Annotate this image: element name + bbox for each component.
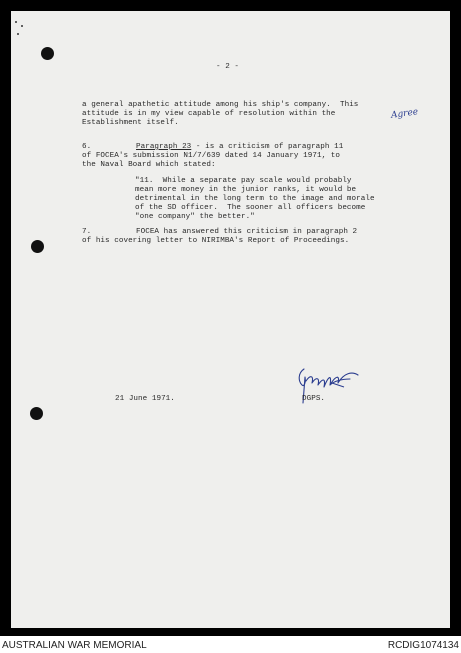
- quote-line: "11. While a separate pay scale would probably: [135, 177, 352, 185]
- speck: [21, 25, 23, 27]
- paragraph-reference: Paragraph 23: [136, 143, 192, 151]
- archive-id: RCDIG1074134: [387, 640, 459, 651]
- punch-hole: [30, 407, 43, 420]
- speck: [15, 21, 17, 23]
- archive-name: AUSTRALIAN WAR MEMORIAL: [2, 640, 147, 651]
- section-number: 7.: [82, 228, 92, 236]
- quote-line: detrimental in the long term to the image and morale: [135, 195, 375, 203]
- punch-hole: [41, 47, 54, 60]
- quote-line: "one company" the better.": [135, 213, 255, 221]
- punch-hole: [31, 240, 44, 253]
- page-number: - 2 -: [216, 63, 240, 71]
- archive-footer: [0, 636, 461, 653]
- section-line: of his covering letter to NIRIMBA's Report of Proceedings.: [82, 237, 350, 245]
- quote-line: of the SD officer. The sooner all officers become: [135, 204, 366, 212]
- signatory: DGPS.: [302, 395, 326, 403]
- paragraph-line: Establishment itself.: [82, 119, 179, 127]
- margin-note: Agree: [390, 107, 419, 121]
- section-line: of FOCEA's submission N1/7/639 dated 14 January 1971, to: [82, 152, 340, 160]
- section-number: 6.: [82, 143, 92, 151]
- section-line: the Naval Board which stated:: [82, 161, 216, 169]
- section-line: FOCEA has answered this criticism in paragraph 2: [136, 228, 358, 236]
- quote-line: mean more money in the junior ranks, it would be: [135, 186, 357, 194]
- paragraph-line: a general apathetic attitude among his ship's company. This: [82, 101, 359, 109]
- document-date: 21 June 1971.: [115, 395, 175, 403]
- paragraph-line: attitude is in my view capable of resolution within the: [82, 110, 336, 118]
- section-line-rest: - is a criticism of paragraph 11: [191, 143, 344, 151]
- document-page: [11, 11, 450, 628]
- speck: [17, 33, 19, 35]
